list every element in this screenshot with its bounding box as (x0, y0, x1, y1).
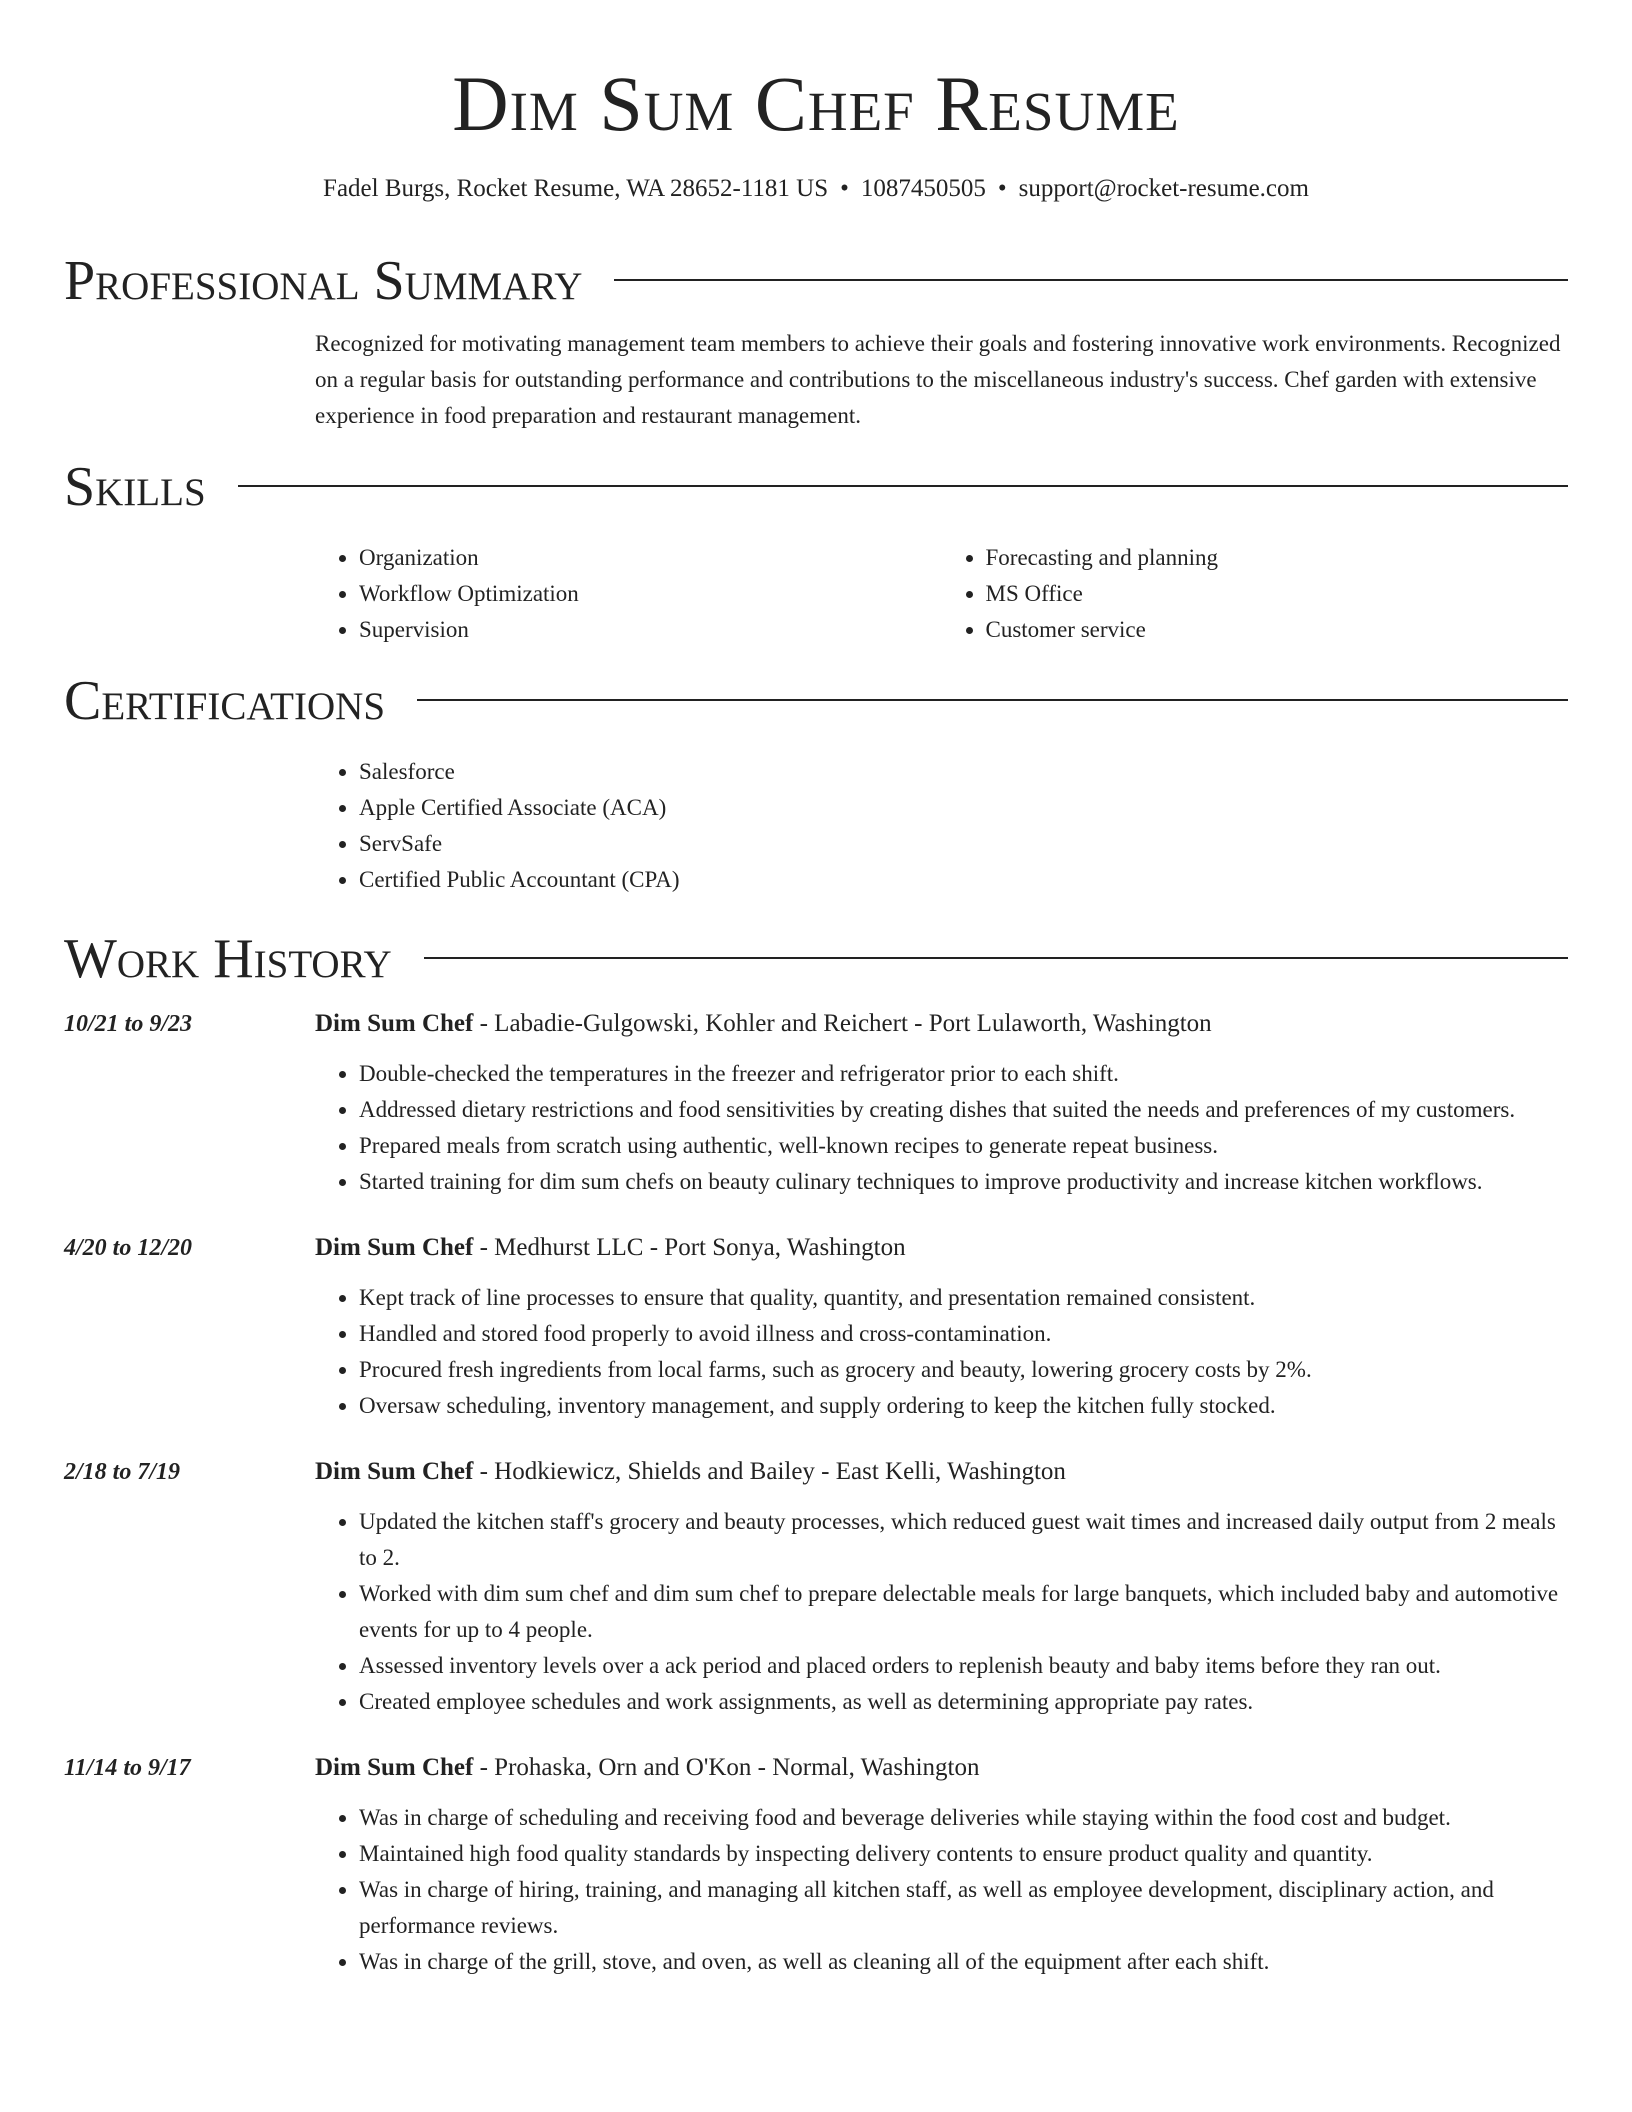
work-history-section (64, 924, 1568, 1980)
job-header (64, 1228, 1568, 1268)
summary-section (64, 246, 1568, 434)
resume-page (64, 0, 1568, 1980)
job-title-line (315, 1004, 1212, 1044)
skills-heading: Skills (64, 456, 206, 518)
job-entry (64, 1228, 1568, 1424)
job-header (64, 1452, 1568, 1492)
skill-item: • Supervision (359, 612, 942, 648)
job-title: Dim Sum Chef (315, 1458, 474, 1485)
job-dates: 11/14 to 9/17 (64, 1755, 191, 1781)
job-bullet: • Was in charge of hiring, training, and managing all kitchen staff, as well as employee development, disciplinary action, and performance reviews. (359, 1872, 1568, 1944)
job-bullet: • Procured fresh ingredients from local farms, such as grocery and beauty, lowering grocery costs by 2%. (359, 1352, 1568, 1388)
skills-header (64, 452, 1568, 522)
contact-phone: 1087450505 (860, 175, 986, 202)
skill-item: • MS Office (986, 576, 1569, 612)
skills-grid (315, 540, 1568, 648)
job-bullet: • Oversaw scheduling, inventory management, and supply ordering to keep the kitchen fully stocked. (359, 1388, 1568, 1424)
section-divider (614, 279, 1568, 281)
certification-item: • ServSafe (359, 826, 1568, 862)
contact-address: Fadel Burgs, Rocket Resume, WA 28652-1181 US (323, 175, 829, 202)
certifications-section (64, 666, 1568, 898)
contact-email: support@rocket-resume.com (1018, 175, 1309, 202)
section-divider (238, 485, 1568, 487)
job-title: Dim Sum Chef (315, 1754, 474, 1781)
job-entry (64, 1452, 1568, 1720)
section-divider (417, 699, 1568, 701)
certification-item: • Apple Certified Associate (ACA) (359, 790, 1568, 826)
skill-item: • Organization (359, 540, 942, 576)
job-employer: - Labadie-Gulgowski, Kohler and Reichert - Port Lulaworth, Washington (473, 1010, 1212, 1037)
summary-header (64, 246, 1568, 316)
job-entry (64, 1004, 1568, 1200)
section-divider (424, 957, 1568, 959)
job-employer: - Prohaska, Orn and O'Kon - Normal, Washington (473, 1754, 980, 1781)
job-bullets (315, 1800, 1568, 1980)
certification-item: • Salesforce (359, 754, 1568, 790)
job-bullet: • Worked with dim sum chef and dim sum chef to prepare delectable meals for large banquets, which included baby and automotive events for up to 4 people. (359, 1576, 1568, 1648)
certifications-header (64, 666, 1568, 736)
summary-text: Recognized for motivating management team members to achieve their goals and fostering innovative work environments. Recognized on a regular basis for outstanding performance and contributions to the miscellaneous industry's success. Chef garden with extensive experience in food preparation and restaurant management. (315, 331, 1561, 428)
certifications-heading: Certifications (64, 670, 386, 732)
job-bullet: • Maintained high food quality standards by inspecting delivery contents to ensure product quality and quantity. (359, 1836, 1568, 1872)
skill-item: • Workflow Optimization (359, 576, 942, 612)
job-bullet: • Handled and stored food properly to avoid illness and cross-contamination. (359, 1316, 1568, 1352)
job-bullet: • Created employee schedules and work assignments, as well as determining appropriate pay rates. (359, 1684, 1568, 1720)
job-bullet: • Was in charge of scheduling and receiving food and beverage deliveries while staying within the food cost and budget. (359, 1800, 1568, 1836)
certifications-list (315, 754, 1568, 898)
job-employer: - Hodkiewicz, Shields and Bailey - East Kelli, Washington (473, 1458, 1066, 1485)
skills-column-1 (315, 540, 942, 648)
certification-item: • Certified Public Accountant (CPA) (359, 862, 1568, 898)
job-dates: 2/18 to 7/19 (64, 1459, 181, 1485)
job-employer: - Medhurst LLC - Port Sonya, Washington (473, 1234, 906, 1261)
work-history-header (64, 924, 1568, 994)
skill-item: • Customer service (986, 612, 1569, 648)
skills-section (64, 452, 1568, 648)
job-bullets (315, 1504, 1568, 1720)
job-bullet: • Double-checked the temperatures in the freezer and refrigerator prior to each shift. (359, 1056, 1568, 1092)
contact-line (64, 172, 1568, 206)
job-bullet: • Assessed inventory levels over a ack period and placed orders to replenish beauty and baby items before they ran out. (359, 1648, 1568, 1684)
job-dates: 4/20 to 12/20 (64, 1235, 193, 1261)
job-bullet: • Prepared meals from scratch using authentic, well-known recipes to generate repeat business. (359, 1128, 1568, 1164)
work-history-heading: Work History (64, 928, 392, 990)
summary-body (315, 326, 1568, 434)
job-bullet: • Was in charge of the grill, stove, and oven, as well as cleaning all of the equipment after each shift. (359, 1944, 1568, 1980)
job-bullet: • Kept track of line processes to ensure that quality, quantity, and presentation remained consistent. (359, 1280, 1568, 1316)
job-bullet: • Updated the kitchen staff's grocery and beauty processes, which reduced guest wait times and increased daily output from 2 meals to 2. (359, 1504, 1568, 1576)
skills-column-2 (942, 540, 1569, 648)
resume-title: Dim Sum Chef Resume (452, 60, 1180, 147)
skill-item: • Forecasting and planning (986, 540, 1569, 576)
job-bullet: • Addressed dietary restrictions and food sensitivities by creating dishes that suited the needs and preferences of my customers. (359, 1092, 1568, 1128)
contact-separator: • (840, 175, 849, 202)
job-bullets (315, 1280, 1568, 1424)
job-header (64, 1748, 1568, 1788)
job-title: Dim Sum Chef (315, 1234, 474, 1261)
job-bullet: • Started training for dim sum chefs on beauty culinary techniques to improve productivity and increase kitchen workflows. (359, 1164, 1568, 1200)
job-title: Dim Sum Chef (315, 1010, 474, 1037)
job-entry (64, 1748, 1568, 1980)
job-header (64, 1004, 1568, 1044)
contact-separator: • (997, 175, 1007, 202)
job-title-line (315, 1452, 1066, 1492)
job-dates: 10/21 to 9/23 (64, 1011, 193, 1037)
certifications-body (315, 754, 1568, 898)
job-title-line (315, 1228, 906, 1268)
job-bullets (315, 1056, 1568, 1200)
job-title-line (315, 1748, 979, 1788)
summary-heading: Professional Summary (64, 250, 583, 312)
